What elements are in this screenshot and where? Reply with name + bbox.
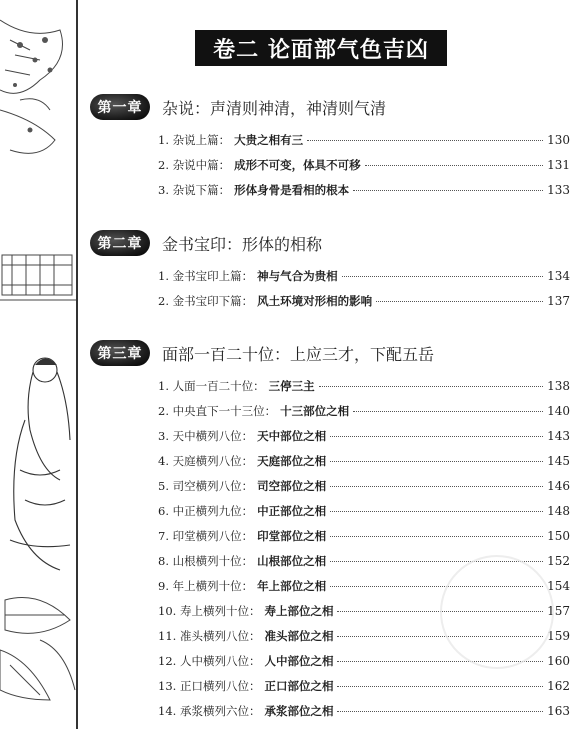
entry-subtitle: 三停三主 [268, 379, 315, 393]
page-number: 140 [547, 404, 570, 418]
dot-leader [330, 511, 543, 512]
chapter-1 [90, 92, 570, 207]
dot-leader [376, 301, 543, 302]
entry-subtitle: 大贵之相有三 [234, 133, 304, 147]
entry-label: 6. 中正横列九位： [158, 504, 254, 518]
page-number: 160 [547, 654, 570, 668]
page-number: 145 [547, 454, 570, 468]
page-number: 143 [547, 429, 570, 443]
entry-label: 10. 寿上横列十位： [158, 604, 261, 618]
dot-leader [353, 190, 543, 191]
entry-label: 1. 金书宝印上篇： [158, 269, 254, 283]
page-number: 163 [547, 704, 570, 718]
entry-label: 5. 司空横列八位： [158, 479, 254, 493]
entry-label: 2. 金书宝印下篇： [158, 294, 254, 308]
entry-label: 12. 人中横列八位： [158, 654, 261, 668]
entry-label: 14. 承浆横列六位： [158, 704, 261, 718]
chapter-2 [90, 228, 570, 318]
entry-subtitle: 风土环境对形相的影响 [257, 294, 373, 308]
entry-subtitle: 年上部位之相 [257, 579, 327, 593]
page-number: 159 [547, 629, 570, 643]
decorative-illustration [0, 0, 78, 729]
dot-leader [337, 711, 543, 712]
page-spine [76, 0, 78, 729]
entry-label: 1. 人面一百二十位： [158, 379, 265, 393]
entry-label: 7. 印堂横列八位： [158, 529, 254, 543]
entry-label: 2. 中央直下一十三位： [158, 404, 277, 418]
toc-entry[interactable] [158, 132, 570, 157]
dot-leader [365, 165, 543, 166]
entry-subtitle: 天庭部位之相 [257, 454, 327, 468]
entry-subtitle: 天中部位之相 [257, 429, 327, 443]
page-number: 150 [547, 529, 570, 543]
chapter-title: 面部一百二十位：上应三才，下配五岳 [162, 344, 435, 364]
toc-entry[interactable] [158, 182, 570, 207]
entry-label: 3. 杂说下篇： [158, 183, 231, 197]
entry-subtitle: 成形不可变，体具不可移 [234, 158, 361, 172]
toc-entry[interactable] [158, 528, 570, 553]
page-number: 131 [547, 158, 570, 172]
chapter-heading [90, 228, 570, 258]
toc-entry[interactable] [158, 703, 570, 728]
entry-label: 3. 天中横列八位： [158, 429, 254, 443]
page-number: 137 [547, 294, 570, 308]
dot-leader [307, 140, 543, 141]
toc-entry[interactable] [158, 428, 570, 453]
dot-leader [330, 536, 543, 537]
toc-entry[interactable] [158, 268, 570, 293]
entry-subtitle: 形体身骨是看相的根本 [234, 183, 350, 197]
page-number: 162 [547, 679, 570, 693]
section-title-banner [195, 30, 447, 66]
section-title: 卷二 论面部气色吉凶 [213, 37, 429, 63]
toc-entry[interactable] [158, 378, 570, 403]
toc-entry[interactable] [158, 503, 570, 528]
page-number: 133 [547, 183, 570, 197]
entry-subtitle: 山根部位之相 [257, 554, 327, 568]
dot-leader [342, 276, 543, 277]
page-number: 130 [547, 133, 570, 147]
toc-entry[interactable] [158, 403, 570, 428]
entry-label: 2. 杂说中篇： [158, 158, 231, 172]
chapter-title: 金书宝印：形体的相称 [162, 234, 323, 254]
toc-entry[interactable] [158, 678, 570, 703]
watermark-stamp [440, 555, 554, 669]
toc-entry[interactable] [158, 478, 570, 503]
entry-subtitle: 十三部位之相 [280, 404, 350, 418]
entry-subtitle: 司空部位之相 [257, 479, 327, 493]
chapter-badge: 第一章 [90, 94, 150, 120]
toc-entry[interactable] [158, 453, 570, 478]
page-number: 148 [547, 504, 570, 518]
entry-subtitle: 准头部位之相 [264, 629, 334, 643]
page-number: 146 [547, 479, 570, 493]
chapter-heading [90, 338, 570, 368]
toc-entry[interactable] [158, 293, 570, 318]
entry-subtitle: 中正部位之相 [257, 504, 327, 518]
chapter-3 [90, 338, 570, 728]
chapter-title: 杂说：声清则神清，神清则气清 [162, 98, 387, 118]
entry-label: 4. 天庭横列八位： [158, 454, 254, 468]
entry-label: 9. 年上横列十位： [158, 579, 254, 593]
entry-label: 13. 正口横列八位： [158, 679, 261, 693]
entry-subtitle: 正口部位之相 [264, 679, 334, 693]
entry-label: 1. 杂说上篇： [158, 133, 231, 147]
entry-label: 8. 山根横列十位： [158, 554, 254, 568]
dot-leader [330, 461, 543, 462]
page-number: 157 [547, 604, 570, 618]
page-number: 154 [547, 579, 570, 593]
entry-subtitle: 承浆部位之相 [264, 704, 334, 718]
chapter-badge: 第二章 [90, 230, 150, 256]
dot-leader [353, 411, 543, 412]
entry-subtitle: 印堂部位之相 [257, 529, 327, 543]
toc-entry[interactable] [158, 157, 570, 182]
entry-label: 11. 准头横列八位： [158, 629, 261, 643]
page-number: 138 [547, 379, 570, 393]
chapter-heading [90, 92, 570, 122]
entry-subtitle: 神与气合为贵相 [257, 269, 338, 283]
dot-leader [319, 386, 543, 387]
entry-subtitle: 人中部位之相 [264, 654, 334, 668]
dot-leader [330, 436, 543, 437]
page-number: 152 [547, 554, 570, 568]
chapter-badge: 第三章 [90, 340, 150, 366]
dot-leader [337, 686, 543, 687]
page-number: 134 [547, 269, 570, 283]
dot-leader [330, 486, 543, 487]
entry-subtitle: 寿上部位之相 [264, 604, 334, 618]
